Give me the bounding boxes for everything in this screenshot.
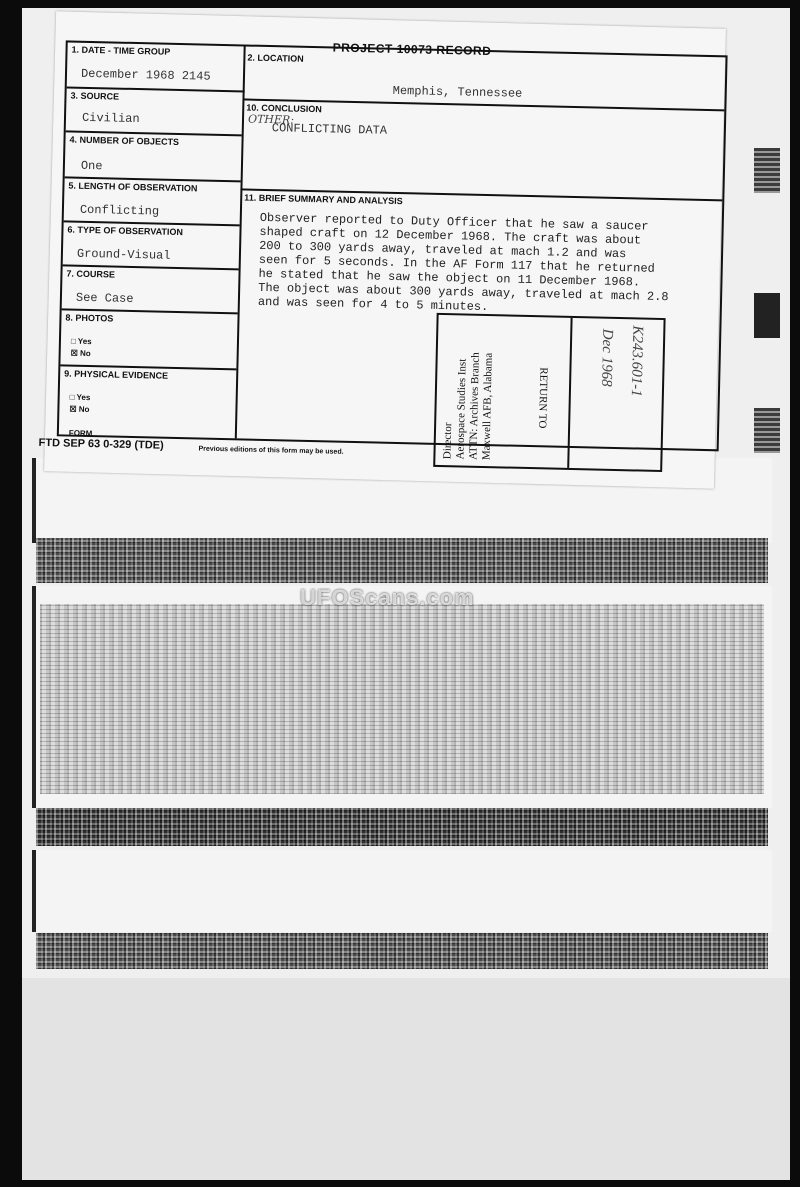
project-record-form	[38, 30, 728, 475]
noise-band-3	[36, 933, 768, 969]
left-column	[59, 88, 245, 438]
type-cell	[63, 222, 240, 270]
side-noise-strip-2	[754, 293, 780, 338]
conclusion-handwritten: OTHER:	[247, 112, 295, 127]
type-label: 6. TYPE OF OBSERVATION	[67, 224, 184, 238]
photos-no-option: ☒ No	[70, 348, 91, 359]
conclusion-value: CONFLICTING DATA	[271, 121, 388, 138]
type-value: Ground-Visual	[76, 246, 171, 263]
evidence-yes-label: Yes	[76, 392, 91, 403]
source-label: 3. SOURCE	[70, 90, 120, 102]
length-label: 5. LENGTH OF OBSERVATION	[68, 180, 198, 194]
watermark: UFOScans.com	[300, 585, 475, 610]
footer-form-label: FORM	[68, 428, 93, 439]
course-value: See Case	[75, 290, 134, 307]
evidence-no-label: No	[78, 404, 90, 415]
photos-cell	[60, 310, 237, 370]
date-cell	[67, 42, 246, 92]
footer-code: FTD SEP 63 0-329 (TDE)	[38, 436, 164, 452]
date-value: December 1968 2145	[80, 66, 211, 84]
location-label: 2. LOCATION	[247, 52, 304, 64]
length-cell	[64, 178, 241, 226]
return-address-box	[433, 313, 665, 472]
course-cell	[62, 266, 239, 314]
summary-label: 11. BRIEF SUMMARY AND ANALYSIS	[244, 192, 403, 207]
return-address: Director Aerospace Studies Inst ATTN: Archives Branch Maxwell AFB, Alabama	[441, 352, 495, 461]
return-box-divider	[567, 318, 572, 468]
location-value: Memphis, Tennessee	[392, 83, 523, 101]
photos-label: 8. PHOTOS	[65, 312, 114, 324]
source-cell	[66, 88, 243, 136]
date-label: 1. DATE - TIME GROUP	[71, 44, 171, 57]
scan-panel-lower	[32, 850, 772, 932]
evidence-yes-option: □ Yes	[69, 392, 91, 403]
objects-label: 4. NUMBER OF OBJECTS	[69, 134, 180, 147]
scan-panel-middle	[32, 586, 772, 808]
photos-no-label: No	[79, 348, 91, 359]
stamp-handwritten: K243.601-1	[627, 325, 646, 397]
conclusion-cell	[240, 100, 724, 201]
noise-band-1	[36, 538, 768, 583]
stamp-handwritten-date: Dec 1968	[598, 328, 616, 387]
conclusion-label: 10. CONCLUSION	[246, 102, 322, 115]
noise-band-light	[40, 604, 764, 794]
side-noise-strip-1	[754, 148, 780, 193]
footer-note: Previous editions of this form may be used.	[198, 445, 344, 456]
objects-cell	[65, 132, 242, 182]
evidence-cell	[59, 366, 236, 436]
source-value: Civilian	[81, 110, 140, 127]
noise-band-2	[36, 808, 768, 846]
length-value: Conflicting	[79, 202, 160, 219]
evidence-no-option: ☒ No	[69, 404, 90, 415]
course-label: 7. COURSE	[66, 268, 116, 280]
side-noise-strip-3	[754, 408, 780, 453]
photos-yes-label: Yes	[77, 336, 92, 347]
evidence-label: 9. PHYSICAL EVIDENCE	[64, 368, 169, 381]
blank-lower-area	[22, 978, 790, 1180]
summary-text: Observer reported to Duty Officer that he saw a saucer shaped craft on 12 December 1968. The craft was about 200 to 300 yards away, traveled at mach 1.2 and was seen for 5 seconds. In the AF Form 117 that he returned he stated that he saw the object on 11 December 1968. The object was about 300 yards away, traveled at mach 2.8 and was seen for 4 to 5 minutes.	[257, 210, 669, 315]
objects-value: One	[80, 158, 103, 174]
return-to-label: RETURN TO	[536, 367, 550, 429]
form-title: PROJECT 10073 RECORD	[332, 40, 492, 59]
photos-yes-option: □ Yes	[70, 336, 92, 347]
